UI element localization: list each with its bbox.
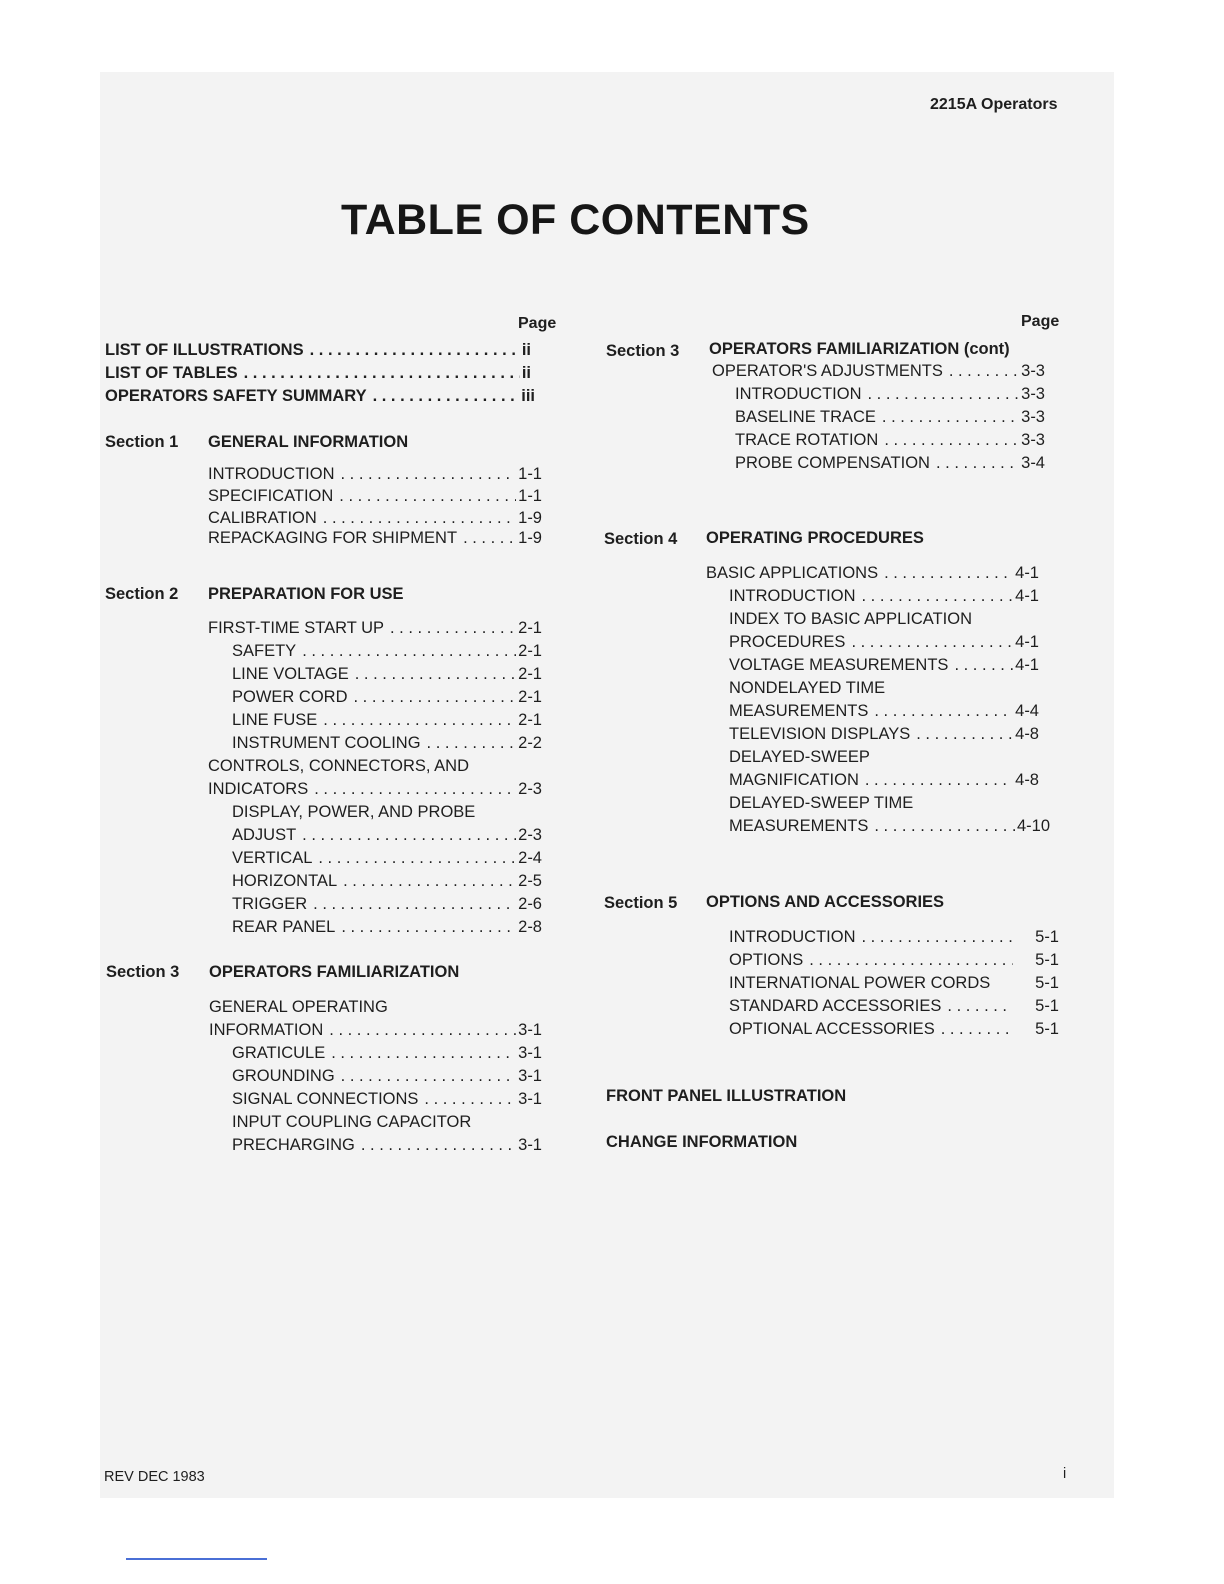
toc-entry-label: SPECIFICATION <box>208 487 334 505</box>
toc-entry-page: 4-1 <box>1015 564 1039 582</box>
toc-entry[interactable] <box>232 1136 542 1158</box>
toc-entry-label: MAGNIFICATION <box>729 771 859 789</box>
toc-entry-label-line: NONDELAYED TIME <box>729 679 886 697</box>
toc-entry[interactable] <box>729 974 1059 996</box>
dot-leader <box>882 408 1019 427</box>
toc-entry-label: VERTICAL <box>232 849 313 867</box>
toc-entry-page: 3-1 <box>518 1136 542 1154</box>
dot-leader <box>954 656 1013 675</box>
toc-entry-label: HORIZONTAL <box>232 872 338 890</box>
toc-entry-label-line: INPUT COUPLING CAPACITOR <box>232 1113 472 1131</box>
toc-entry[interactable] <box>735 385 1045 407</box>
toc-entry[interactable] <box>232 688 542 710</box>
page-title: TABLE OF CONTENTS <box>341 196 810 244</box>
toc-entry-label: SIGNAL CONNECTIONS <box>232 1090 419 1108</box>
toc-entry-page: 2-1 <box>518 619 542 637</box>
section-title[interactable]: OPERATORS FAMILIARIZATION (cont) <box>709 340 1010 358</box>
toc-entry-label: LINE FUSE <box>232 711 318 729</box>
toc-entry-page: 2-3 <box>518 826 542 844</box>
toc-entry-label: FIRST-TIME START UP <box>208 619 385 637</box>
toc-entry[interactable] <box>232 734 542 756</box>
dot-leader <box>373 387 520 406</box>
section-title[interactable]: OPTIONS AND ACCESSORIES <box>706 893 945 911</box>
toc-entry-page: 2-8 <box>518 918 542 936</box>
toc-entry[interactable] <box>208 780 542 802</box>
toc-entry-page: 1-1 <box>518 487 542 505</box>
dot-leader <box>244 364 520 383</box>
dot-leader <box>343 872 516 891</box>
revision-date: REV DEC 1983 <box>104 1469 205 1485</box>
toc-entry-label: BASIC APPLICATIONS <box>706 564 879 582</box>
toc-entry-label: PRECHARGING <box>232 1136 355 1154</box>
dot-leader <box>884 564 1013 583</box>
toc-entry[interactable] <box>735 431 1045 453</box>
toc-entry-label: REPACKAGING FOR SHIPMENT <box>208 529 458 547</box>
toc-entry-page: 2-1 <box>518 711 542 729</box>
toc-entry-label: INTRODUCTION <box>729 928 856 946</box>
dot-leader <box>341 1067 516 1086</box>
toc-entry[interactable] <box>208 509 542 531</box>
toc-entry-page: 5-1 <box>1035 1020 1059 1038</box>
dot-leader <box>355 665 516 684</box>
page-number: i <box>1063 1466 1067 1482</box>
toc-entry[interactable] <box>232 872 542 894</box>
toc-entry[interactable] <box>729 633 1039 655</box>
toc-entry-page: 3-3 <box>1021 431 1045 449</box>
toc-entry-page: ii <box>521 341 531 359</box>
dot-leader <box>323 509 516 528</box>
dot-leader <box>329 1021 516 1040</box>
toc-entry-label: LINE VOLTAGE <box>232 665 349 683</box>
toc-entry-label: LIST OF TABLES <box>105 364 238 382</box>
toc-entry-label: OPTIONAL ACCESSORIES <box>729 1020 935 1038</box>
toc-entry-page: 4-1 <box>1015 633 1039 651</box>
toc-entry[interactable] <box>208 487 542 509</box>
toc-entry-page: 2-1 <box>518 665 542 683</box>
toc-entry-page: 2-1 <box>518 642 542 660</box>
dot-leader <box>809 951 1013 970</box>
dot-leader <box>868 385 1020 404</box>
toc-entry-label: INDICATORS <box>208 780 309 798</box>
dot-leader <box>302 826 516 845</box>
toc-entry-label: BASELINE TRACE <box>735 408 876 426</box>
dot-leader <box>339 487 516 506</box>
toc-entry-page: 4-8 <box>1015 771 1039 789</box>
dot-leader <box>361 1136 516 1155</box>
section-title[interactable]: PREPARATION FOR USE <box>208 585 404 603</box>
section-number: Section 3 <box>106 963 180 981</box>
dot-leader <box>313 895 516 914</box>
dot-leader <box>390 619 516 638</box>
toc-entry[interactable] <box>232 1067 542 1089</box>
section-number: Section 1 <box>105 433 179 451</box>
toc-entry[interactable] <box>729 928 1059 950</box>
toc-entry-label: TRACE ROTATION <box>735 431 879 449</box>
toc-entry-label: POWER CORD <box>232 688 348 706</box>
toc-entry-label: REAR PANEL <box>232 918 336 936</box>
toc-entry[interactable] <box>105 364 531 386</box>
toc-entry-page: 5-1 <box>1035 951 1059 969</box>
toc-entry-page: 3-3 <box>1021 408 1045 426</box>
toc-entry[interactable] <box>729 771 1039 793</box>
running-header: 2215A Operators <box>930 96 1058 113</box>
toc-entry-label: INTRODUCTION <box>729 587 856 605</box>
toc-entry[interactable] <box>232 642 542 664</box>
toc-entry-label: INTRODUCTION <box>735 385 862 403</box>
dot-leader <box>318 849 516 868</box>
toc-entry-label: LIST OF ILLUSTRATIONS <box>105 341 304 359</box>
toc-entry-page: 2-2 <box>518 734 542 752</box>
toc-entry-page: iii <box>521 387 535 405</box>
toc-entry-label: PROCEDURES <box>729 633 846 651</box>
toc-change-information[interactable]: CHANGE INFORMATION <box>606 1133 798 1151</box>
toc-entry-page: 2-3 <box>518 780 542 798</box>
toc-entry-label-line: GENERAL OPERATING <box>209 998 388 1016</box>
toc-entry-page: 3-1 <box>518 1090 542 1108</box>
toc-entry-label: TRIGGER <box>232 895 308 913</box>
toc-entry-label: MEASUREMENTS <box>729 817 869 835</box>
toc-entry-label: INTRODUCTION <box>208 465 335 483</box>
toc-entry-page: 1-1 <box>518 465 542 483</box>
toc-entry-label: OPTIONS <box>729 951 804 969</box>
dot-leader <box>947 997 1013 1016</box>
dot-leader <box>874 702 1013 721</box>
dot-leader <box>302 642 516 661</box>
section-title[interactable]: OPERATORS FAMILIARIZATION <box>209 963 460 981</box>
toc-entry-label: OPERATORS SAFETY SUMMARY <box>105 387 367 405</box>
dot-leader <box>851 633 1013 652</box>
dot-leader <box>341 465 517 484</box>
toc-entry-page: 2-5 <box>518 872 542 890</box>
section-number: Section 5 <box>604 894 678 912</box>
toc-entry[interactable] <box>735 454 1045 476</box>
toc-entry[interactable] <box>232 849 542 871</box>
toc-entry[interactable] <box>232 918 542 940</box>
toc-front-panel-illustration[interactable]: FRONT PANEL ILLUSTRATION <box>606 1087 847 1105</box>
toc-entry-label: SAFETY <box>232 642 297 660</box>
dot-leader <box>941 1020 1013 1039</box>
toc-entry[interactable] <box>729 702 1039 724</box>
page-column-heading-left: Page <box>518 315 557 332</box>
dot-leader <box>314 780 516 799</box>
toc-entry-page: 5-1 <box>1035 974 1059 992</box>
toc-entry-page: 3-4 <box>1021 454 1045 472</box>
dot-leader <box>916 725 1013 744</box>
dot-leader <box>862 587 1014 606</box>
toc-entry-page: 2-4 <box>518 849 542 867</box>
toc-entry-page: 1-9 <box>518 509 542 527</box>
toc-entry-page: 2-6 <box>518 895 542 913</box>
link-underline <box>126 1558 267 1560</box>
toc-entry-label-line: INDEX TO BASIC APPLICATION <box>729 610 972 628</box>
toc-entry-page: 3-3 <box>1021 385 1045 403</box>
toc-entry-page: 4-4 <box>1015 702 1039 720</box>
toc-entry[interactable] <box>729 656 1039 678</box>
toc-entry-page: ii <box>521 364 531 382</box>
section-number: Section 2 <box>105 585 179 603</box>
dot-leader <box>310 341 520 360</box>
dot-leader <box>427 734 517 753</box>
toc-entry[interactable] <box>208 619 542 641</box>
toc-entry-page: 4-8 <box>1015 725 1039 743</box>
toc-entry[interactable] <box>209 1021 542 1043</box>
dot-leader <box>865 771 1013 790</box>
toc-entry-label: CALIBRATION <box>208 509 317 527</box>
toc-entry-label: INFORMATION <box>209 1021 324 1039</box>
toc-entry-page: 1-9 <box>518 529 542 547</box>
toc-entry-label: GROUNDING <box>232 1067 335 1085</box>
toc-entry-page: 3-1 <box>518 1044 542 1062</box>
toc-entry[interactable] <box>735 408 1045 430</box>
dot-leader <box>463 529 516 548</box>
toc-entry-label-line: DISPLAY, POWER, AND PROBE <box>232 803 476 821</box>
dot-leader <box>862 928 1014 947</box>
section-title[interactable]: GENERAL INFORMATION <box>208 433 409 451</box>
dot-leader <box>331 1044 516 1063</box>
toc-entry-label-line: DELAYED-SWEEP <box>729 748 870 766</box>
toc-entry[interactable] <box>208 529 542 551</box>
toc-entry[interactable] <box>208 465 542 487</box>
dot-leader <box>354 688 517 707</box>
toc-entry[interactable] <box>706 564 1039 586</box>
toc-entry[interactable] <box>712 362 1045 384</box>
toc-entry[interactable] <box>232 826 542 848</box>
toc-entry-label: TELEVISION DISPLAYS <box>729 725 911 743</box>
toc-entry-page: 5-1 <box>1035 928 1059 946</box>
toc-entry[interactable] <box>105 387 535 409</box>
dot-leader <box>341 918 516 937</box>
toc-entry-label: ADJUST <box>232 826 297 844</box>
toc-entry-label: INTERNATIONAL POWER CORDS <box>729 974 991 992</box>
toc-entry[interactable] <box>729 725 1039 747</box>
toc-entry-label-line: CONTROLS, CONNECTORS, AND <box>208 757 469 775</box>
toc-entry-label: VOLTAGE MEASUREMENTS <box>729 656 949 674</box>
toc-entry[interactable] <box>232 1090 542 1112</box>
toc-entry-label: MEASUREMENTS <box>729 702 869 720</box>
section-number: Section 4 <box>604 530 678 548</box>
toc-entry-page: 3-1 <box>518 1021 542 1039</box>
toc-entry-page: 2-1 <box>518 688 542 706</box>
dot-leader <box>424 1090 516 1109</box>
toc-entry[interactable] <box>729 817 1050 839</box>
toc-entry-page: 4-1 <box>1015 587 1039 605</box>
toc-entry[interactable] <box>729 951 1059 973</box>
dot-leader <box>884 431 1019 450</box>
toc-entry[interactable] <box>232 1044 542 1066</box>
toc-entry[interactable] <box>232 895 542 917</box>
toc-entry-page: 3-1 <box>518 1067 542 1085</box>
toc-entry[interactable] <box>729 1020 1059 1042</box>
toc-entry-page: 4-1 <box>1015 656 1039 674</box>
toc-entry-label: GRATICULE <box>232 1044 326 1062</box>
page-column-heading-right: Page <box>1021 313 1060 330</box>
toc-entry[interactable] <box>105 341 531 363</box>
dot-leader <box>874 817 1015 836</box>
toc-entry-label: STANDARD ACCESSORIES <box>729 997 942 1015</box>
section-title[interactable]: OPERATING PROCEDURES <box>706 529 924 547</box>
toc-entry[interactable] <box>232 711 542 733</box>
toc-entry-label: OPERATOR'S ADJUSTMENTS <box>712 362 943 380</box>
toc-entry-label-line: DELAYED-SWEEP TIME <box>729 794 914 812</box>
toc-entry[interactable] <box>729 587 1039 609</box>
toc-entry-page: 4-10 <box>1016 817 1050 835</box>
toc-entry-label: INSTRUMENT COOLING <box>232 734 421 752</box>
toc-entry[interactable] <box>729 997 1059 1019</box>
toc-entry-page: 3-3 <box>1021 362 1045 380</box>
dot-leader <box>949 362 1019 381</box>
toc-entry[interactable] <box>232 665 542 687</box>
toc-entry-page: 5-1 <box>1035 997 1059 1015</box>
section-number: Section 3 <box>606 342 680 360</box>
toc-entry-label: PROBE COMPENSATION <box>735 454 930 472</box>
dot-leader <box>323 711 516 730</box>
dot-leader <box>936 454 1019 473</box>
